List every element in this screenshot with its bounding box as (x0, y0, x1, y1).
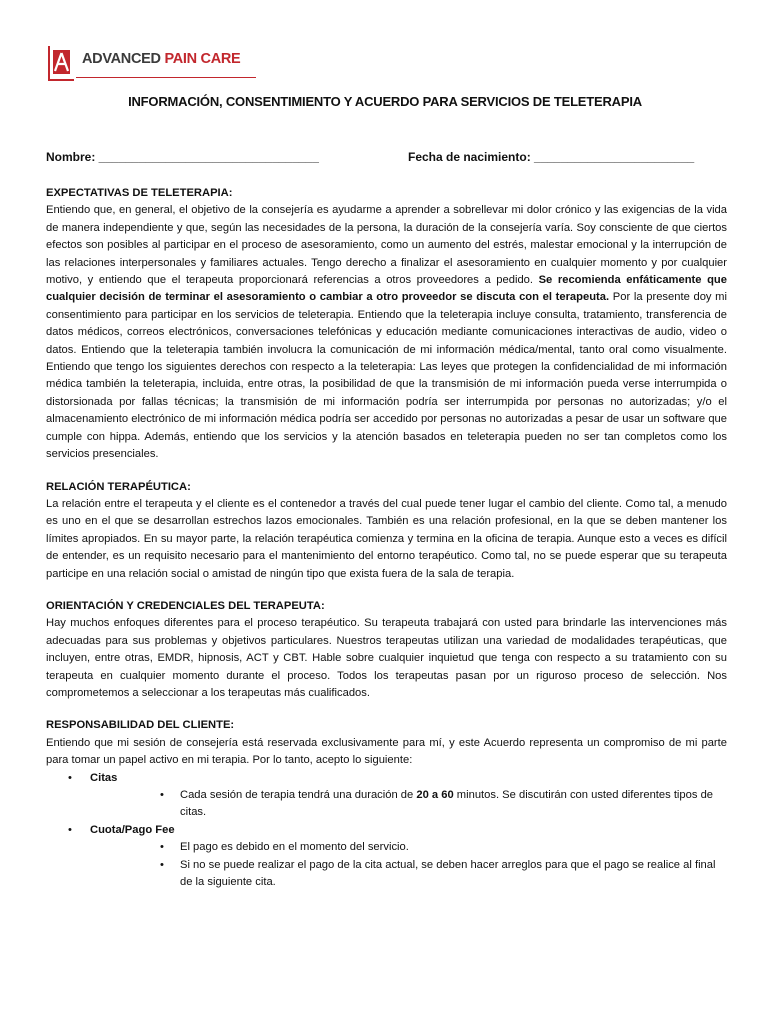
section-heading: EXPECTATIVAS DE TELETERAPIA: (46, 187, 233, 199)
name-blank[interactable]: _________________________________ (98, 150, 319, 164)
dob-blank[interactable]: ________________________ (534, 150, 695, 164)
dob-field[interactable] (408, 150, 694, 164)
bullet-icon: • (160, 858, 164, 871)
document-body (46, 185, 727, 906)
section-expectations (46, 185, 727, 464)
paragraph-text: Entiendo que, en general, el objetivo de la consejería es ayudarme a aprender a sobrellevar mi dolor crónico y las exigencias de la vida de manera independiente y que, según las necesidades de la persona, la duración de la consejería varía. Soy consciente de que ciertos efectos son posibles al participar en el proceso de asesoramiento, como un aumento del estrés, malestar emocional y la interrupción de las relaciones interpersonales y familiares actuales. Tengo derecho a finalizar el asesoramiento en cualquier momento y por cualquier motivo, y entiendo que el terapeuta proporcionará referencias a otros proveedores a pedido. (46, 204, 727, 287)
patient-fields (46, 150, 726, 164)
section-heading: RELACIÓN TERAPÉUTICA: (46, 480, 191, 493)
list-item-label: Cuota/Pago Fee (90, 823, 175, 836)
list-item-fee (46, 822, 727, 892)
bullet-icon: • (160, 789, 164, 801)
paragraph-text: Por la presente doy mi consentimiento para participar en los servicios de teleterapia. Entiendo que la teleterapia incluye consulta, tratamiento, transferencia de datos médicos, correos electrónicos, conversaciones telefónicas y educación mediante comunicaciones interactivas de audio, video o datos. Entiendo que la teleterapia también involucra la comunicación de mi información médica/mental, tanto oral como visualmente. Entiendo que tengo los siguientes derechos con respecto a la teleterapia: Las leyes que protegen la confidencialidad de mi información médica también la teleterapia, incluida, entre otras, la posibilidad de que la transmisión de mi información pueda verse interrumpida o distorsionada por fallas técnicas; la transmisión de mi información podría ser interrumpida por personas no autorizadas; y/o el almacenamiento electrónico de mi información médica podría ser accedido por personas no autorizadas a pesar de usar un software que cumple con hippa. Además, entiendo que los servicios y la atención basados en teleterapia pueden no ser tan completos como los servicios presenciales. (46, 291, 727, 461)
fee-sublist (90, 839, 727, 891)
bullet-icon: • (68, 823, 72, 836)
list-item-bold-text: 20 a 60 (416, 789, 454, 801)
document-title: INFORMACIÓN, CONSENTIMIENTO Y ACUERDO PARA SERVICIOS DE TELETERAPIA (128, 94, 642, 109)
paragraph-bold-text: Se recomienda enfáticamente que cualquier decisión de terminar el asesoramiento o cambiar a otro proveedor se discuta con el terapeuta. (46, 274, 727, 304)
list-item-citas (46, 770, 727, 822)
responsibility-list (46, 770, 727, 892)
list-item (90, 839, 727, 856)
brand-name-red: PAIN CARE (164, 51, 241, 67)
list-item-text: minutos. Se discutirán con usted diferentes tipos de citas. (180, 789, 714, 819)
list-item-text: El pago es debido en el momento del servicio. (180, 841, 409, 854)
citas-sublist (90, 787, 727, 822)
dob-label: Fecha de nacimiento: (408, 150, 535, 164)
brand-name (82, 51, 240, 67)
section-orientation (46, 598, 727, 702)
section-responsibility (46, 717, 727, 891)
section-paragraph (46, 202, 727, 463)
name-field[interactable] (46, 150, 319, 164)
section-relationship (46, 479, 727, 583)
list-item (90, 857, 727, 892)
list-item-text: Si no se puede realizar el pago de la cita actual, se deben hacer arreglos para que el pago se realice al final de la siguiente cita. (180, 858, 716, 889)
bullet-icon: • (160, 841, 164, 854)
section-paragraph: La relación entre el terapeuta y el cliente es el contenedor a través del cual puede tener lugar el cambio del cliente. Como tal, a menudo es uno en el que se desarrollan estrechos lazos emocionales. También es una relación profesional, en la que se deben mantener los límites apropiados. En su mayor parte, la relación terapéutica comienza y termina en la oficina de terapia. Aunque esto a veces es difícil de entender, es un requisito necesario para el mantenimiento del entorno terapéutico. Como tal, no se puede esperar que su terapeuta participe en una relación social o amistad de ningún tipo que exista fuera de la sala de terapia. (46, 497, 727, 580)
section-heading: ORIENTACIÓN Y CREDENCIALES DEL TERAPEUTA: (46, 599, 325, 612)
brand-logo (46, 44, 256, 82)
logo-rule (76, 77, 256, 78)
list-item (90, 787, 727, 822)
brand-name-dark: ADVANCED (82, 51, 161, 67)
section-heading: RESPONSABILIDAD DEL CLIENTE: (46, 719, 235, 732)
name-label: Nombre: (46, 150, 99, 164)
section-paragraph: Entiendo que mi sesión de consejería está reservada exclusivamente para mí, y este Acuerdo representa un compromiso de mi parte para tomar un papel activo en mi terapia. Por lo tanto, acepto lo siguiente: (46, 736, 727, 767)
list-item-text: Cada sesión de terapia tendrá una duración de (180, 789, 417, 801)
list-item-label: Citas (90, 771, 118, 784)
advanced-pain-care-logo-icon (46, 44, 76, 82)
bullet-icon: • (68, 771, 72, 784)
section-paragraph: Hay muchos enfoques diferentes para el proceso terapéutico. Su terapeuta trabajará con usted para brindarle las intervenciones más adecuadas para sus problemas y objetivos particulares. Nuestros terapeutas utilizan una variedad de modalidades terapéuticas, que incluyen, entre otras, EMDR, hipnosis, ACT y CBT. Hable sobre cualquier inquietud que tenga con respecto a su tratamiento con su terapeuta en cualquier momento durante el proceso. Todos los terapeutas pasan por un riguroso proceso de selección. Nos comprometemos a seleccionar a los terapeutas más cualificados. (46, 617, 727, 699)
